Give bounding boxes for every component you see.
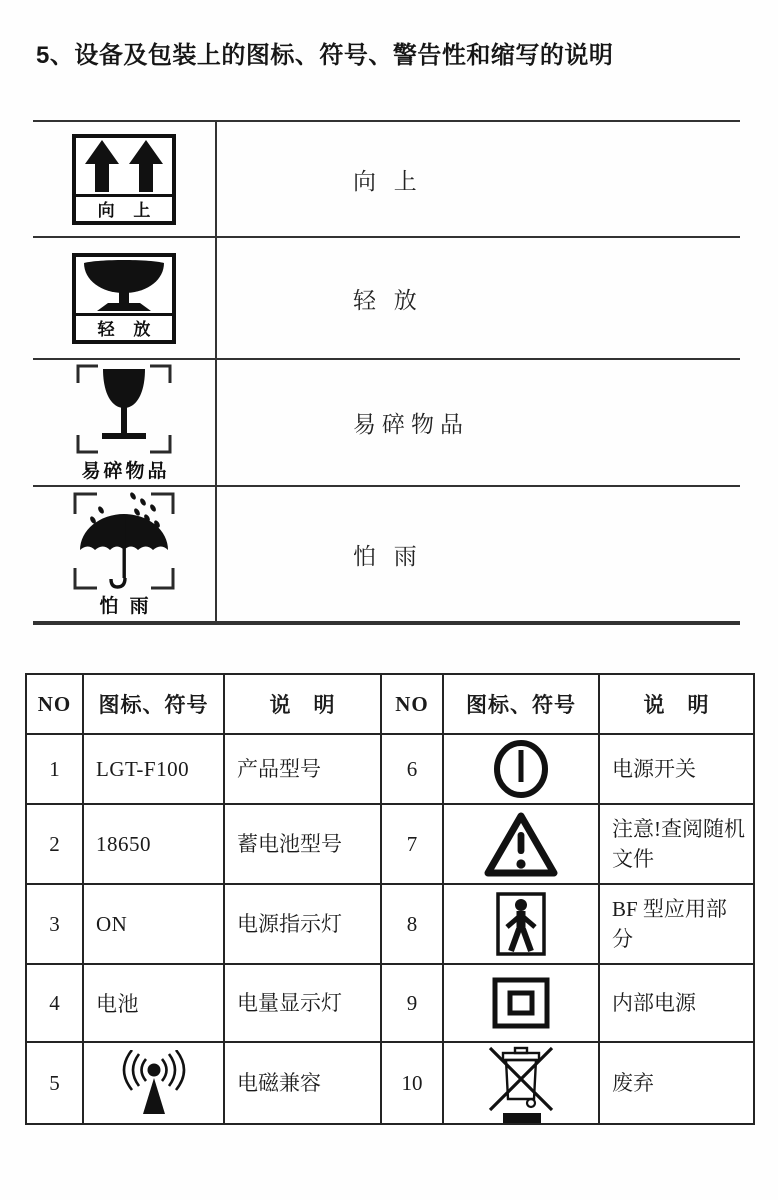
icon-inner-label: 怕 雨: [99, 596, 152, 617]
internal-power-icon: [492, 977, 550, 1029]
cell-no: 5: [26, 1042, 83, 1124]
wine-glass-icon: [74, 363, 174, 455]
packaging-description: 轻 放: [353, 287, 423, 313]
table-row: [26, 804, 754, 884]
up-arrows-icon: [76, 138, 172, 194]
bf-applied-part-icon: [496, 892, 546, 956]
cell-no: 10: [381, 1042, 443, 1124]
packaging-row: [33, 487, 740, 625]
packaging-description: 易碎物品: [353, 412, 469, 437]
this-way-up-icon: [72, 134, 176, 225]
cell-symbol-icon: [443, 884, 599, 964]
cell-description: 电源指示灯: [224, 884, 381, 964]
icon-inner-label: 易碎物品: [81, 460, 170, 482]
packaging-symbols-table: [33, 120, 740, 625]
cell-description: 注意!查阅随机文件: [599, 804, 754, 884]
header-no: NO: [381, 674, 443, 734]
fragile-icon: [74, 363, 174, 483]
cell-no: 3: [26, 884, 83, 964]
keep-dry-icon: [71, 490, 177, 618]
icon-inner-label: 向 上: [76, 194, 172, 221]
table-row: [26, 1042, 754, 1124]
packaging-description: 怕 雨: [353, 543, 423, 569]
cell-no: 4: [26, 964, 83, 1042]
cell-symbol-text: 电池: [83, 964, 224, 1042]
cell-description: 电源开关: [599, 734, 754, 804]
cell-description: 产品型号: [224, 734, 381, 804]
packaging-row: [33, 360, 740, 487]
handle-with-care-icon: [72, 253, 176, 344]
packaging-icon-cell: [33, 122, 217, 236]
cell-description: BF 型应用部分: [599, 884, 754, 964]
cell-symbol-icon: [443, 804, 599, 884]
cell-symbol-text: 18650: [83, 804, 224, 884]
icon-inner-label: 轻 放: [76, 313, 172, 340]
table-row: [26, 884, 754, 964]
cell-no: 6: [381, 734, 443, 804]
warning-triangle-icon: [484, 811, 558, 877]
header-symbol: 图标、符号: [83, 674, 224, 734]
page-title: 5、设备及包装上的图标、符号、警告性和缩写的说明: [36, 42, 614, 69]
packaging-description: 向 上: [353, 168, 423, 194]
weee-crossed-bin-icon: [482, 1043, 560, 1123]
cell-symbol-text: ON: [83, 884, 224, 964]
cell-description: 废弃: [599, 1042, 754, 1124]
cell-description: 电量显示灯: [224, 964, 381, 1042]
header-description: 说 明: [224, 674, 381, 734]
umbrella-rain-icon: [71, 490, 177, 590]
symbols-table-header-row: [26, 674, 754, 734]
power-switch-icon: [492, 739, 550, 799]
symbols-table: [25, 673, 755, 1125]
emc-antenna-icon: [110, 1050, 198, 1116]
table-row: [26, 964, 754, 1042]
cell-description: 电磁兼容: [224, 1042, 381, 1124]
header-symbol: 图标、符号: [443, 674, 599, 734]
cell-no: 1: [26, 734, 83, 804]
packaging-icon-cell: [33, 238, 217, 358]
goblet-icon: [76, 257, 172, 313]
cell-no: 7: [381, 804, 443, 884]
packaging-icon-cell: [33, 487, 217, 621]
table-row: [26, 734, 754, 804]
packaging-row: [33, 122, 740, 238]
cell-symbol-icon: [443, 734, 599, 804]
packaging-icon-cell: [33, 360, 217, 485]
cell-symbol-text: LGT-F100: [83, 734, 224, 804]
cell-no: 9: [381, 964, 443, 1042]
cell-symbol-icon: [443, 964, 599, 1042]
header-description: 说 明: [599, 674, 754, 734]
cell-no: 2: [26, 804, 83, 884]
cell-description: 蓄电池型号: [224, 804, 381, 884]
cell-description: 内部电源: [599, 964, 754, 1042]
cell-symbol-icon: [443, 1042, 599, 1124]
header-no: NO: [26, 674, 83, 734]
packaging-row: [33, 238, 740, 360]
cell-no: 8: [381, 884, 443, 964]
cell-symbol-icon: [83, 1042, 224, 1124]
